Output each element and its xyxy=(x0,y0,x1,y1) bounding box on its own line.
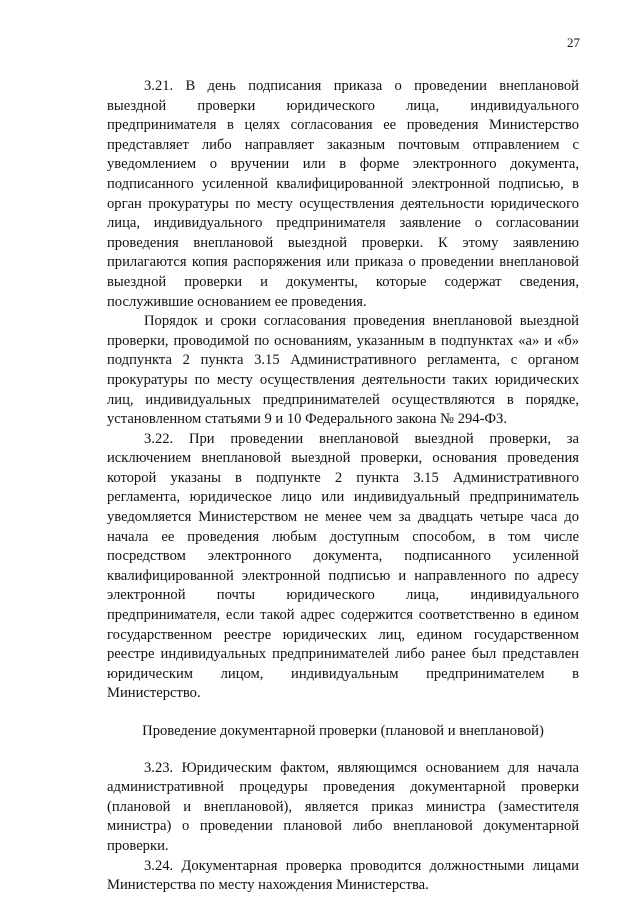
page-number: 27 xyxy=(567,35,580,50)
section-heading: Проведение документарной проверки (плановой и внеплановой) xyxy=(142,723,544,739)
paragraph-3-24: 3.24. Документарная проверка проводится должностными лицами Министерства по месту нахождения Министерства. xyxy=(107,857,579,894)
document-body xyxy=(107,77,579,896)
paragraph-3-21-approval: Порядок и сроки согласования проведения внеплановой выездной проверки, проводимой по основаниям, указанным в подпунктах «а» и «б» подпункта 2 пункта 3.15 Административного регламента, с органом прокуратуры по месту осуществления деятельности таких юридических лиц, индивидуальных предпринимателей осуществляются в порядке, установленном статьями 9 и 10 Федерального закона № 294-ФЗ. xyxy=(107,313,579,428)
paragraph-3-23: 3.23. Юридическим фактом, являющимся основанием для начала административной процедуры проведения документарной проверки (плановой и внеплановой), является приказ министра (заместителя министра) о проведении плановой либо внеплановой документарной проверки. xyxy=(107,759,579,854)
paragraph-3-22: 3.22. При проведении внеплановой выездной проверки, за исключением внеплановой выездной проверки, основания проведения которой указаны в подпункте 2 пункта 3.15 Административного регламента, юридическое лицо или индивидуальный предприниматель уведомляется Министерством не менее чем за двадцать четыре часа до начала ее проведения любым доступным способом, в том числе посредством электронного документа, подписанного усиленной квалифицированной электронной подписью и направленного по адресу электронной почты юридического лица, индивидуального предпринимателя, если такой адрес содержится соответственно в едином государственном реестре юридических лиц, едином государственном реестре индивидуальных предпринимателей либо ранее был представлен юридическим лицом, индивидуальным предпринимателем в Министерство. xyxy=(107,430,579,702)
paragraph-3-21: 3.21. В день подписания приказа о проведении внеплановой выездной проверки юридического лица, индивидуального предпринимателя в целях согласования ее проведения Министерство представляет либо направляет заказным почтовым отправлением с уведомлением о вручении или в форме электронного документа, подписанного усиленной квалифицированной электронной подписью, в орган прокуратуры по месту осуществления деятельности юридического лица, индивидуального предпринимателя заявление о согласовании проведения внеплановой выездной проверки. К этому заявлению прилагаются копия распоряжения или приказа о проведении внеплановой выездной проверки и документы, которые содержат сведения, послужившие основанием ее проведения. xyxy=(107,78,579,310)
